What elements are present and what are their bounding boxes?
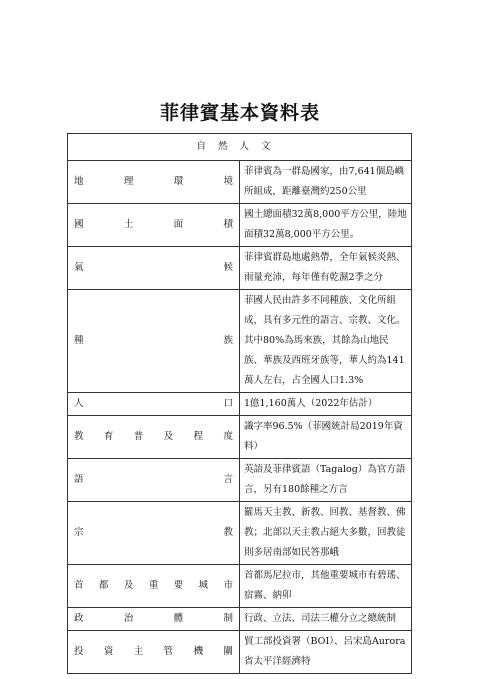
table-row	[68, 502, 412, 565]
row-value-cell	[240, 631, 412, 674]
row-value: 首都馬尼拉市，其他重要城市有碧瑤、宿霧、納卯	[244, 570, 406, 601]
table-row	[68, 161, 412, 204]
row-label: 政 治 體 制	[74, 613, 233, 624]
row-value-cell	[240, 247, 412, 290]
row-value: 1億1,160萬人（2022年估計）	[244, 398, 378, 409]
row-label: 地 理 環 境	[74, 176, 233, 187]
row-value: 行政、立法、司法三權分立之總統制	[244, 613, 397, 624]
row-value-cell	[240, 204, 412, 247]
table-row	[68, 416, 412, 459]
row-label-cell	[68, 247, 240, 290]
row-value: 貿工部投資署（BOI）、呂宋島Aurora省太平洋經濟特	[244, 636, 406, 667]
row-label-cell	[68, 631, 240, 674]
row-value-cell	[240, 393, 412, 416]
row-value: 羅馬天主教、新教、回教、基督教、佛教；北部以天主教占絕大多數，回教徒則多居南部如民答那峨	[244, 507, 406, 558]
row-value-cell	[240, 416, 412, 459]
row-label-cell	[68, 204, 240, 247]
row-label: 投 資 主 管 機 關	[74, 646, 233, 657]
table-row	[68, 204, 412, 247]
row-value-cell	[240, 502, 412, 565]
row-value: 菲律賓群島地處熱帶，全年氣候炎熱、雨量充沛，每年僅有乾濕2季之分	[244, 252, 406, 283]
row-label-cell	[68, 161, 240, 204]
row-value-cell	[240, 608, 412, 631]
row-label-cell	[68, 393, 240, 416]
row-value: 菲律賓為一群島國家，由7,641個島嶼所組成，距離臺灣約250公里	[244, 166, 405, 197]
row-value: 識字率96.5%（菲國統計局2019年資料）	[244, 421, 403, 452]
row-label-cell	[68, 565, 240, 608]
row-label: 宗 教	[74, 527, 233, 538]
table-row	[68, 393, 412, 416]
row-label-cell	[68, 608, 240, 631]
row-label-cell	[68, 502, 240, 565]
row-label: 氣 候	[74, 262, 233, 273]
table-row	[68, 290, 412, 393]
table-row	[68, 565, 412, 608]
table-body	[68, 161, 412, 674]
row-value-cell	[240, 459, 412, 502]
table-row	[68, 631, 412, 674]
row-value-cell	[240, 161, 412, 204]
row-label-cell	[68, 459, 240, 502]
row-value: 菲國人民由許多不同種族、文化所組成，具有多元性的語言、宗教、文化。其中80%為馬來族，其餘為山地民族、華族及西班牙族等，華人約為141萬人左右，占全國人口1.3%	[244, 295, 406, 386]
row-value: 國土總面積32萬8,000平方公里，陸地面積32萬8,000平方公里。	[244, 209, 407, 240]
row-label-cell	[68, 416, 240, 459]
row-label: 語 言	[74, 474, 233, 485]
row-label: 首 都 及 重 要 城 市	[74, 580, 233, 591]
row-value-cell	[240, 565, 412, 608]
row-label: 教 育 普 及 程 度	[74, 431, 233, 442]
section-row	[68, 134, 412, 161]
row-label: 國 土 面 積	[74, 219, 233, 230]
page-title: 菲律賓基本資料表	[159, 102, 320, 124]
row-label: 種 族	[74, 335, 233, 346]
row-label-cell	[68, 290, 240, 393]
info-table	[67, 133, 412, 674]
row-label: 人 口	[74, 398, 233, 409]
row-value: 英語及菲律賓語（Tagalog）為官方語言，另有180餘種之方言	[244, 464, 406, 495]
section-header: 自然人文	[68, 134, 412, 161]
row-value-cell	[240, 290, 412, 393]
table-row	[68, 459, 412, 502]
table-row	[68, 247, 412, 290]
table-row	[68, 608, 412, 631]
